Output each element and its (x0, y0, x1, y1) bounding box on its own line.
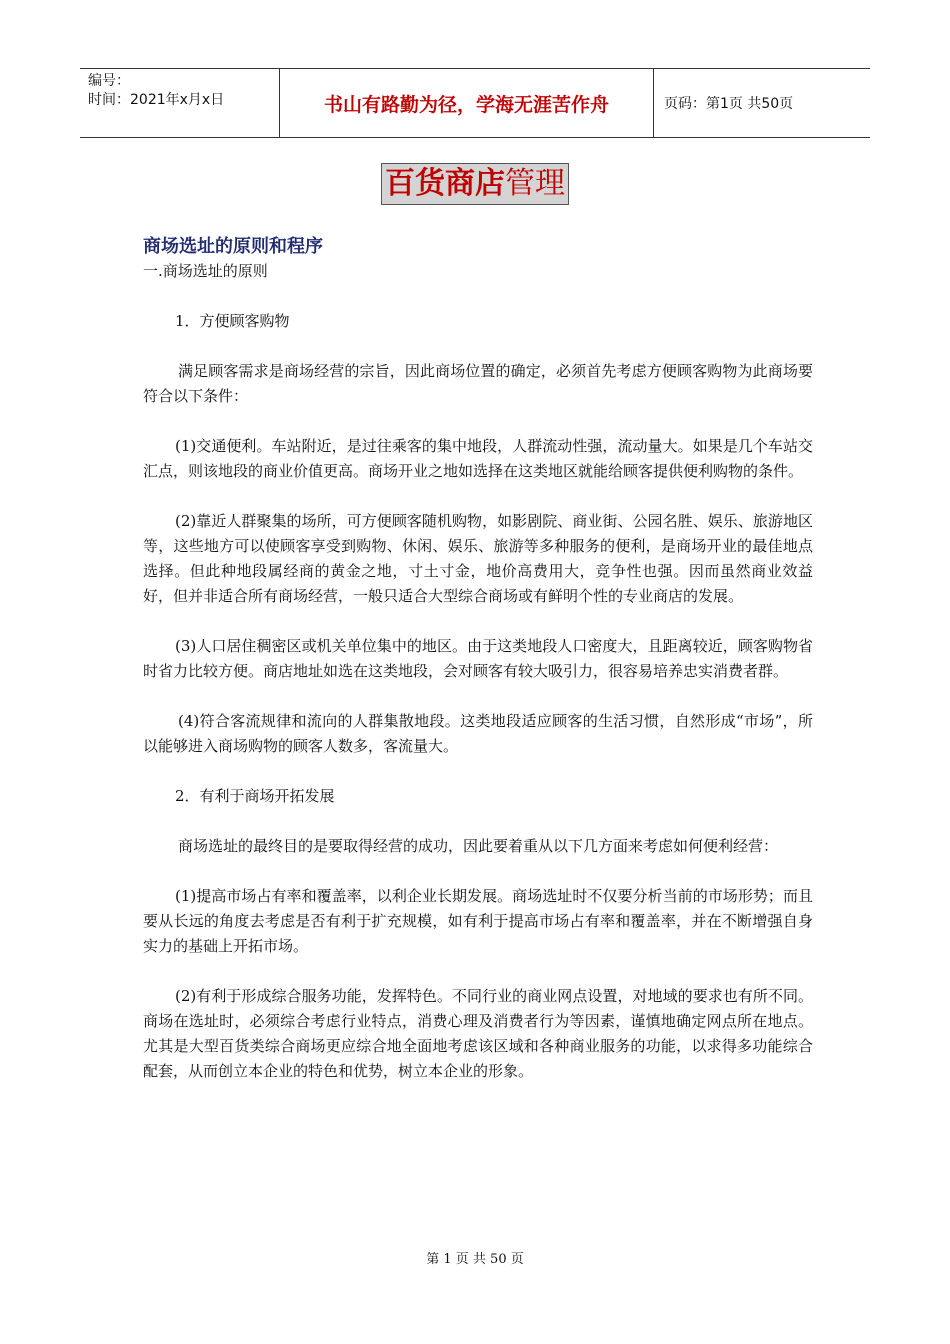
header-motto: 书山有路勤为径，学海无涯苦作舟 (280, 69, 654, 137)
paragraph: 商场选址的最终目的是要取得经营的成功，因此要着重从以下几方面来考虑如何便利经营： (178, 837, 779, 855)
title-part1: 百货商店 (385, 166, 505, 201)
header-meta (80, 69, 280, 137)
paragraph: 2．有利于商场开拓发展 (175, 787, 335, 805)
paragraph: (3)人口居住稠密区或机关单位集中的地区。由于这类地段人口密度大，且距离较近，顾客购物省时省力比较方便。商店地址如选在这类地段，会对顾客有较大吸引力，很容易培养忠实消费者群。 (143, 637, 813, 680)
paragraph: 1．方便顾客购物 (175, 312, 290, 330)
paragraph: (2)有利于形成综合服务功能，发挥特色。不同行业的商业网点设置，对地域的要求也有所不同。商场在选址时，必须综合考虑行业特点，消费心理及消费者行为等因素，谨慎地确定网点所在地点。尤其是大型百货类综合商场更应综合地全面地考虑该区域和各种商业服务的功能，以求得多功能综合配套，从而创立本企业的特色和优势，树立本企业的形象。 (143, 987, 813, 1080)
document-body (143, 234, 813, 1084)
paragraph: (4)符合客流规律和流向的人群集散地段。这类地段适应顾客的生活习惯，自然形成“市场”，所以能够进入商场购物的顾客人数多，客流量大。 (143, 712, 813, 755)
paragraph: (2)靠近人群聚集的场所，可方便顾客随机购物，如影剧院、商业街、公园名胜、娱乐、旅游地区等，这些地方可以使顾客享受到购物、休闲、娱乐、旅游等多种服务的便利，是商场开业的最佳地点选择。但此种地段属经商的黄金之地，寸土寸金，地价高费用大，竞争性也强。因而虽然商业效益好，但并非适合所有商场经营，一般只适合大型综合商场或有鲜明个性的专业商店的发展。 (143, 512, 813, 605)
page-header (80, 68, 870, 138)
section-heading: 商场选址的原则和程序 (143, 236, 323, 257)
title-part2: 管理 (505, 166, 565, 201)
paragraph: 满足顾客需求是商场经营的宗旨，因此商场位置的确定，必须首先考虑方便顾客购物为此商场要符合以下条件： (143, 362, 813, 405)
number-label: 编号： (88, 73, 130, 89)
header-page-info: 页码：第1页 共50页 (664, 96, 794, 112)
time-label: 时间：2021年x月x日 (88, 92, 225, 108)
paragraph: (1)交通便利。车站附近，是过往乘客的集中地段，人群流动性强，流动量大。如果是几个车站交汇点，则该地段的商业价值更高。商场开业之地如选择在这类地区就能给顾客提供便利购物的条件。 (143, 437, 813, 480)
page-footer: 第 1 页 共 50 页 (426, 1252, 524, 1267)
title-wrap (0, 163, 950, 205)
section-subheading: 一.商场选址的原则 (143, 262, 268, 280)
paragraph: (1)提高市场占有率和覆盖率，以利企业长期发展。商场选址时不仅要分析当前的市场形势；而且要从长远的角度去考虑是否有利于扩充规模，如有利于提高市场占有率和覆盖率，并在不断增强自身实力的基础上开拓市场。 (143, 887, 813, 955)
document-title (381, 163, 569, 205)
